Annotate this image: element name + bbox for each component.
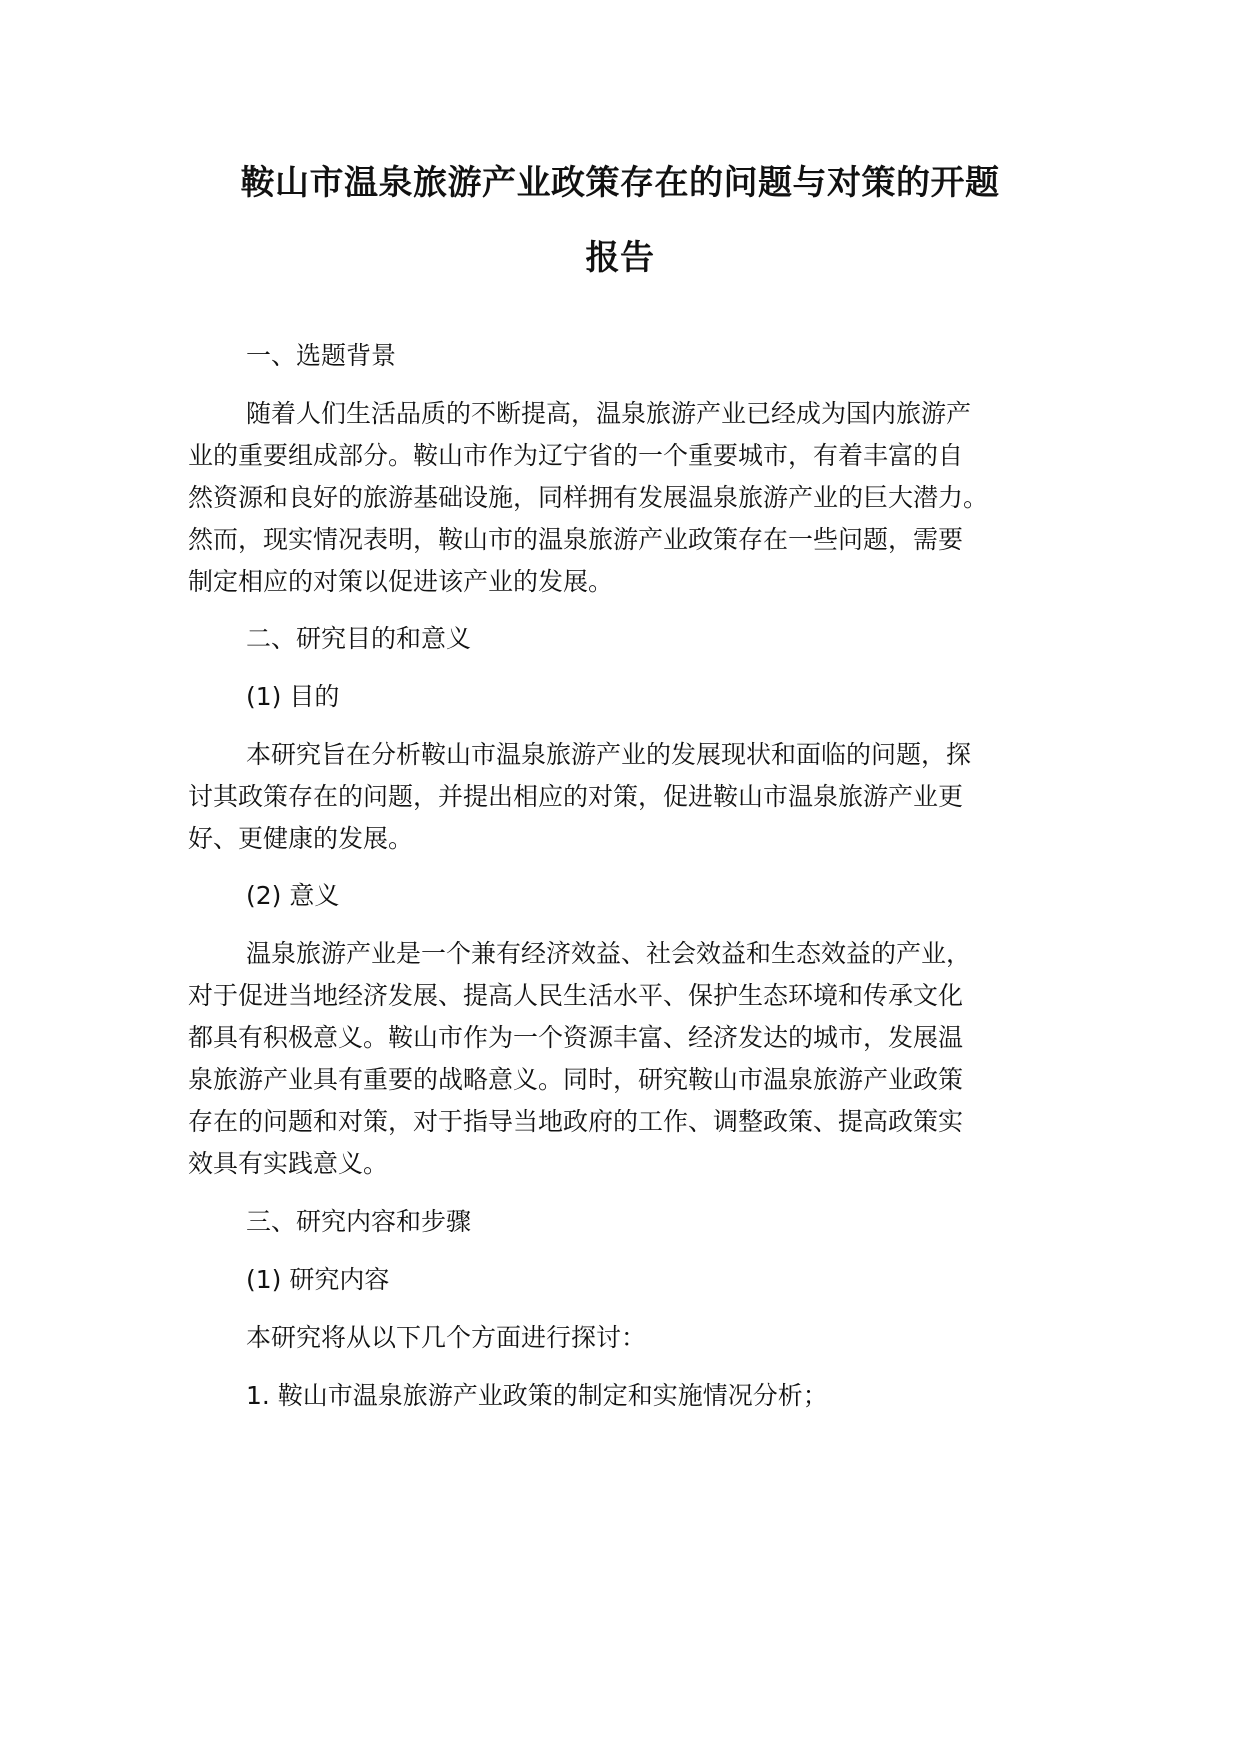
subheading-research-content: (1) 研究内容 xyxy=(246,1265,390,1294)
paragraph-significance-line-6: 效具有实践意义。 xyxy=(188,1149,389,1178)
paragraph-significance-line-2: 对于促进当地经济发展、提高人民生活水平、保护生态环境和传承文化 xyxy=(188,981,964,1010)
paragraph-significance-line-1: 温泉旅游产业是一个兼有经济效益、社会效益和生态效益的产业， xyxy=(246,939,972,968)
section-heading-purpose-significance: 二、研究目的和意义 xyxy=(246,624,472,653)
list-item-1: 1. 鞍山市温泉旅游产业政策的制定和实施情况分析； xyxy=(246,1381,828,1410)
subheading-significance: (2) 意义 xyxy=(246,881,340,910)
document-title-line-2: 报告 xyxy=(585,238,655,278)
paragraph-significance-line-3: 都具有积极意义。鞍山市作为一个资源丰富、经济发达的城市，发展温 xyxy=(188,1023,964,1052)
section-heading-content-steps: 三、研究内容和步骤 xyxy=(246,1207,472,1236)
subheading-purpose: (1) 目的 xyxy=(246,682,340,711)
paragraph-significance-line-5: 存在的问题和对策，对于指导当地政府的工作、调整政策、提高政策实 xyxy=(188,1107,964,1136)
paragraph-purpose-line-2: 讨其政策存在的问题，并提出相应的对策，促进鞍山市温泉旅游产业更 xyxy=(188,782,964,811)
paragraph-background-line-2: 业的重要组成部分。鞍山市作为辽宁省的一个重要城市，有着丰富的自 xyxy=(188,441,964,470)
paragraph-significance-line-4: 泉旅游产业具有重要的战略意义。同时，研究鞍山市温泉旅游产业政策 xyxy=(188,1065,964,1094)
paragraph-background-line-5: 制定相应的对策以促进该产业的发展。 xyxy=(188,567,614,596)
document-title-line-1: 鞍山市温泉旅游产业政策存在的问题与对策的开题 xyxy=(240,163,1000,203)
section-heading-background: 一、选题背景 xyxy=(246,341,397,370)
paragraph-research-intro: 本研究将从以下几个方面进行探讨： xyxy=(246,1323,647,1352)
paragraph-purpose-line-1: 本研究旨在分析鞍山市温泉旅游产业的发展现状和面临的问题，探 xyxy=(246,740,972,769)
paragraph-background-line-3: 然资源和良好的旅游基础设施，同样拥有发展温泉旅游产业的巨大潜力。 xyxy=(188,483,989,512)
paragraph-background-line-4: 然而，现实情况表明，鞍山市的温泉旅游产业政策存在一些问题，需要 xyxy=(188,525,964,554)
paragraph-purpose-line-3: 好、更健康的发展。 xyxy=(188,824,414,853)
paragraph-background-line-1: 随着人们生活品质的不断提高，温泉旅游产业已经成为国内旅游产 xyxy=(246,399,972,428)
